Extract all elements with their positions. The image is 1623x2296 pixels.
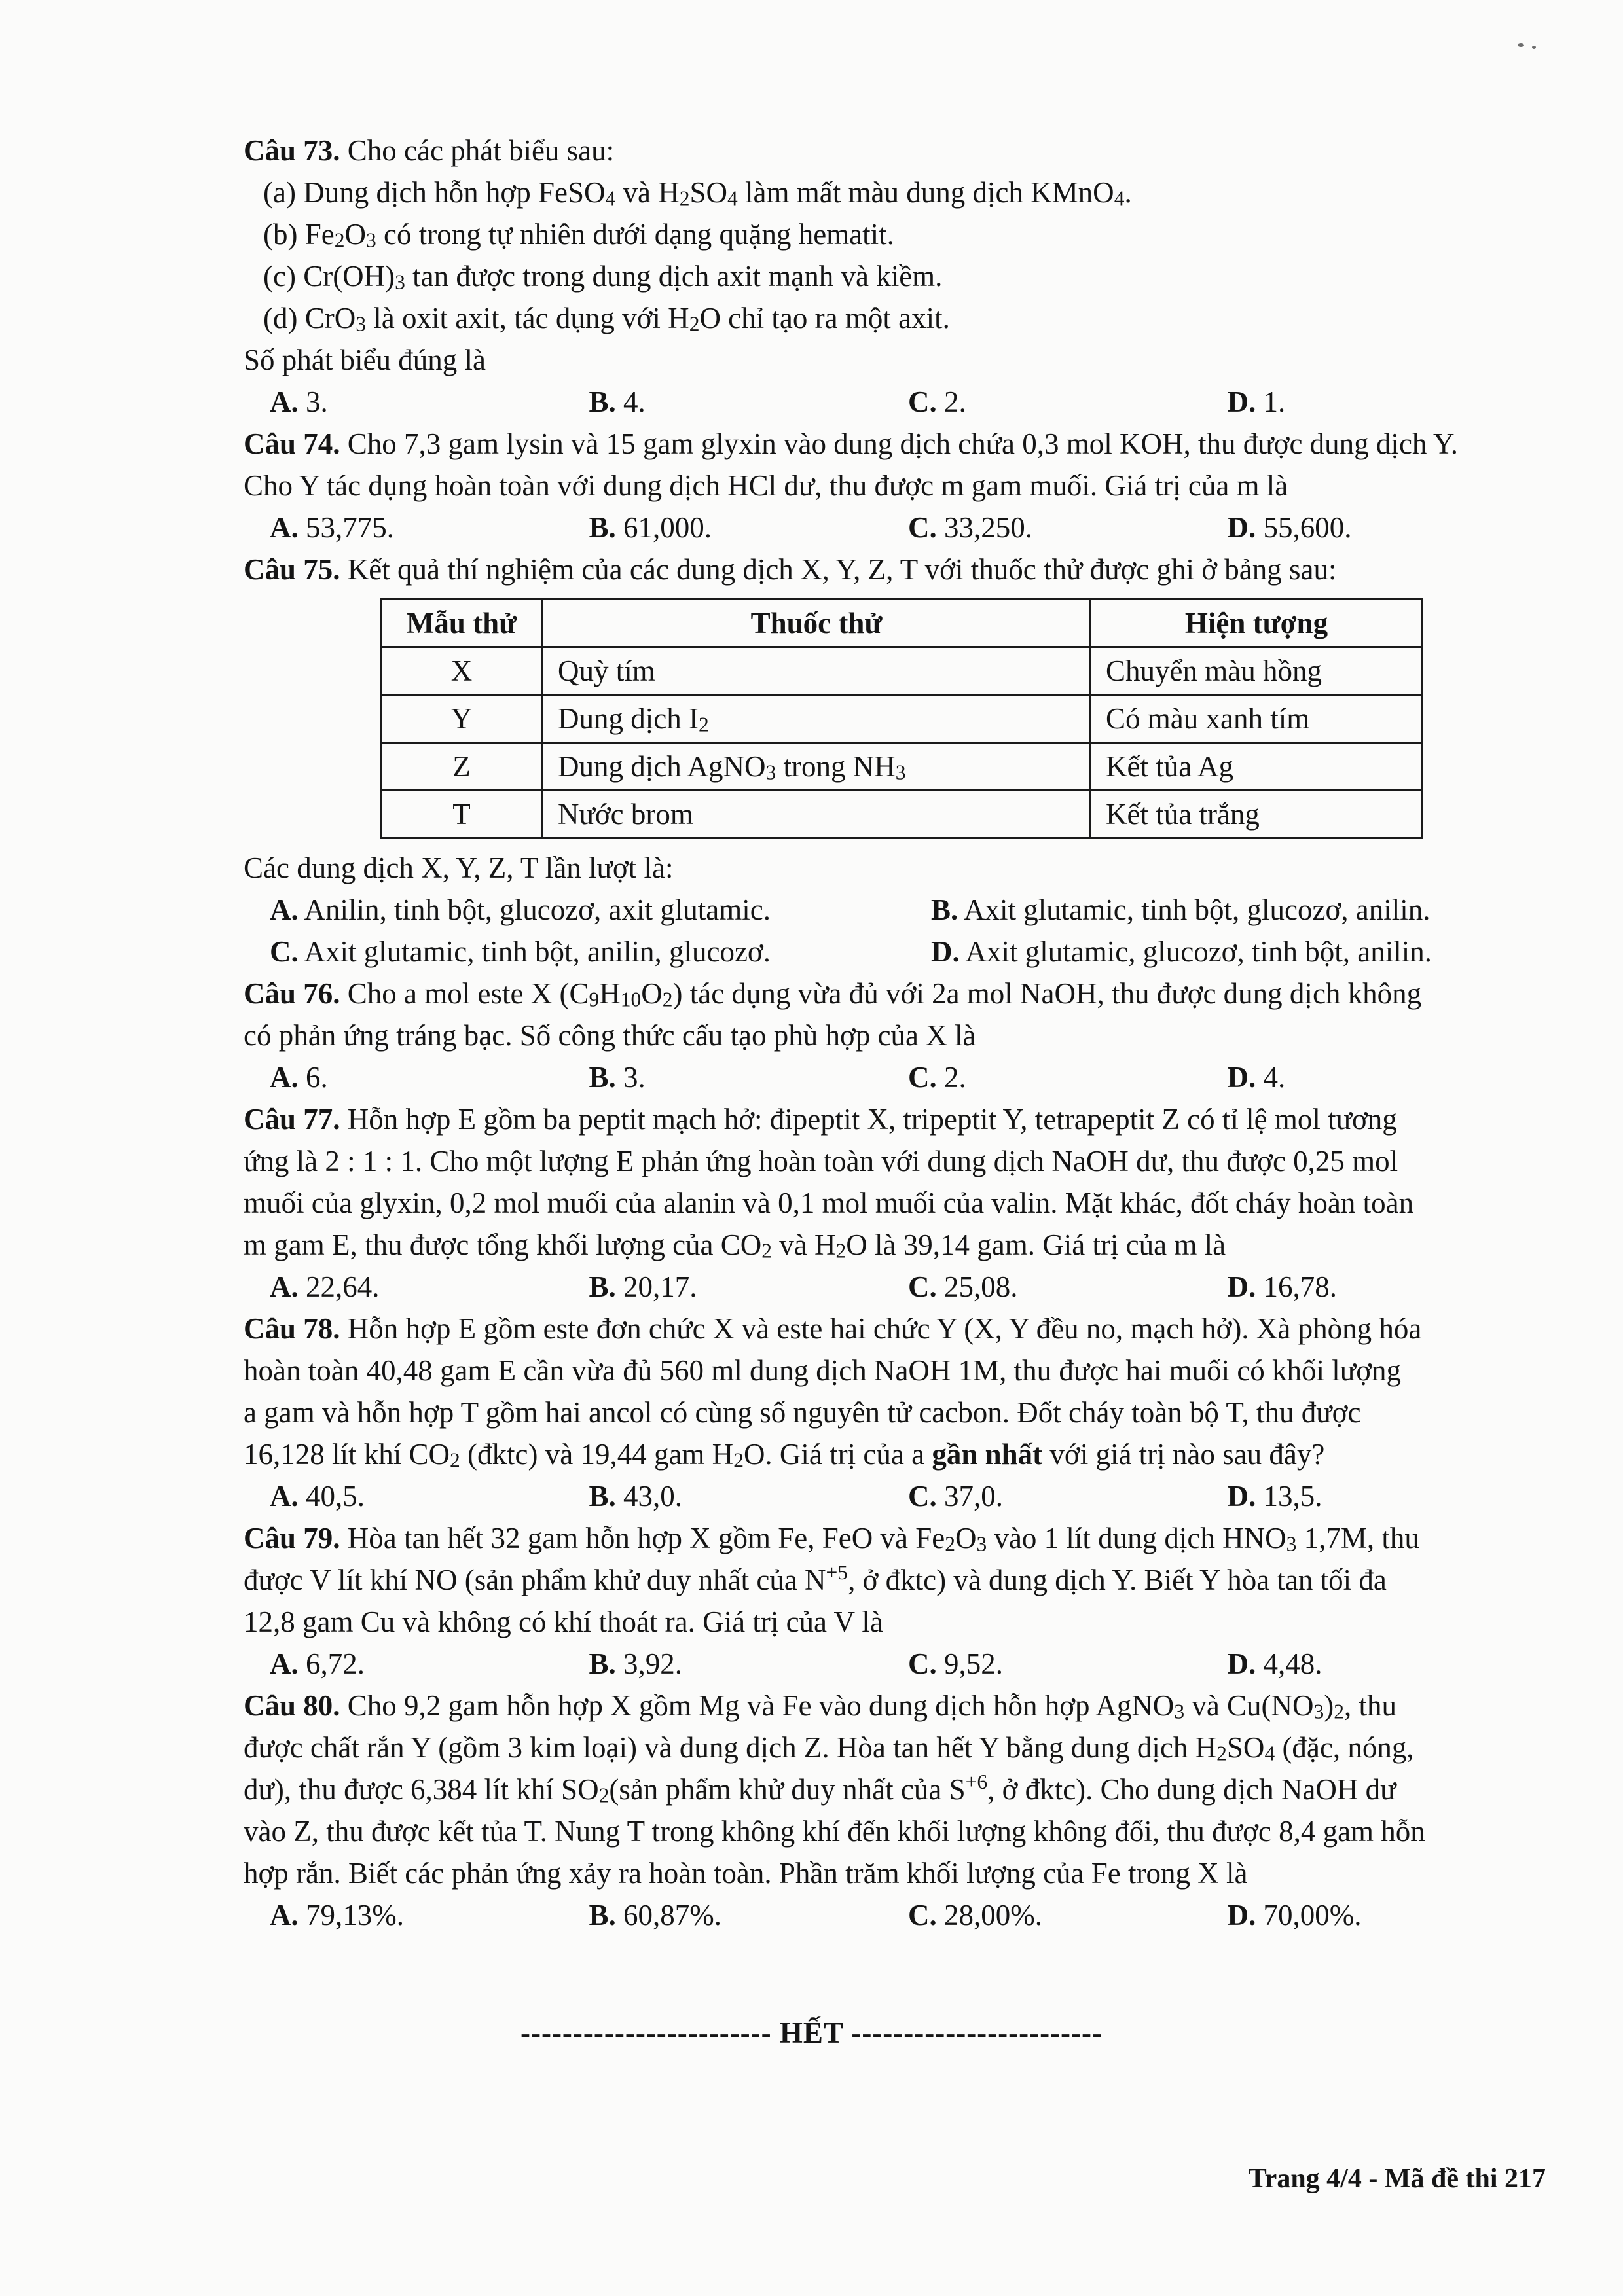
option-b[interactable]: B. 20,17. bbox=[589, 1270, 697, 1303]
question-prompt: Số phát biểu đúng là bbox=[244, 344, 486, 376]
option-c[interactable]: C. 33,250. bbox=[908, 511, 1032, 544]
option-b[interactable]: B. 60,87%. bbox=[589, 1899, 722, 1931]
option-d[interactable]: D. 55,600. bbox=[1227, 511, 1352, 544]
option-c[interactable]: C. Axit glutamic, tinh bột, anilin, glucozơ. bbox=[270, 935, 771, 968]
option-b[interactable]: B. 3. bbox=[589, 1061, 646, 1094]
option-a[interactable]: A. 6. bbox=[270, 1061, 328, 1094]
question-text: 12,8 gam Cu và không có khí thoát ra. Giá trị của V là bbox=[244, 1605, 883, 1638]
question-text: a gam và hỗn hợp T gồm hai ancol có cùng số nguyên tử cacbon. Đốt cháy toàn bộ T, thu được bbox=[244, 1396, 1361, 1429]
reagent-cell: Quỳ tím bbox=[543, 647, 1091, 695]
table-row bbox=[381, 743, 1423, 791]
answer-options bbox=[244, 507, 1546, 548]
question-label: Câu 73. bbox=[244, 134, 340, 167]
question-78 bbox=[244, 1308, 1546, 1517]
option-b[interactable]: B. Axit glutamic, tinh bột, glucozơ, anilin. bbox=[931, 893, 1431, 926]
option-c[interactable]: C. 25,08. bbox=[908, 1270, 1018, 1303]
answer-options bbox=[244, 889, 1546, 973]
question-label: Câu 74. bbox=[244, 427, 340, 460]
option-a[interactable]: A. 40,5. bbox=[270, 1480, 365, 1513]
question-text: Hòa tan hết 32 gam hỗn hợp X gồm Fe, FeO và $Fe_2O_3$ vào 1 lít dung dịch $HNO_3$ 1,7M, thu bbox=[347, 1522, 1419, 1556]
question-text: được chất rắn Y (gồm 3 kim loại) và dung dịch Z. Hòa tan hết Y bằng dung dịch $H_2SO_4$ (đặc, nóng, bbox=[244, 1731, 1414, 1765]
answer-options bbox=[244, 1894, 1546, 1936]
question-75 bbox=[244, 548, 1546, 973]
question-text: Cho các phát biểu sau: bbox=[347, 134, 615, 167]
option-d[interactable]: D. 4. bbox=[1227, 1061, 1286, 1094]
question-77 bbox=[244, 1098, 1546, 1308]
question-74 bbox=[244, 423, 1546, 548]
scan-speck bbox=[1532, 46, 1536, 49]
result-cell: Chuyển màu hồng bbox=[1091, 647, 1423, 695]
table-header: Thuốc thử bbox=[543, 600, 1091, 647]
table-header: Hiện tượng bbox=[1091, 600, 1423, 647]
page-footer: Trang 4/4 - Mã đề thi 217 bbox=[1248, 2164, 1546, 2194]
reagent-cell: Nước brom bbox=[543, 791, 1091, 838]
question-text: Cho 7,3 gam lysin và 15 gam glyxin vào dung dịch chứa 0,3 mol KOH, thu được dung dịch Y. bbox=[347, 427, 1458, 460]
option-c[interactable]: C. 9,52. bbox=[908, 1647, 1003, 1680]
option-a[interactable]: A. 53,775. bbox=[270, 511, 394, 544]
table-header-row bbox=[381, 600, 1423, 647]
sample-cell: Y bbox=[381, 695, 543, 743]
option-a[interactable]: A. Anilin, tinh bột, glucozơ, axit glutamic. bbox=[270, 893, 771, 926]
option-c[interactable]: C. 2. bbox=[908, 1061, 966, 1094]
question-text: ứng là 2 : 1 : 1. Cho một lượng E phản ứng hoàn toàn với dung dịch NaOH dư, thu được 0,25 mol bbox=[244, 1145, 1398, 1177]
question-prompt: Các dung dịch X, Y, Z, T lần lượt là: bbox=[244, 852, 674, 884]
reagent-cell: Dung dịch $I_2$ bbox=[543, 695, 1091, 743]
option-a[interactable]: A. 6,72. bbox=[270, 1647, 365, 1680]
statement-c: (c) $Cr(OH)_3$ tan được trong dung dịch axit mạnh và kiềm. bbox=[263, 260, 943, 294]
result-cell: Có màu xanh tím bbox=[1091, 695, 1423, 743]
question-text: hợp rắn. Biết các phản ứng xảy ra hoàn toàn. Phần trăm khối lượng của Fe trong X là bbox=[244, 1857, 1248, 1890]
question-label: Câu 79. bbox=[244, 1522, 340, 1554]
question-text: m gam E, thu được tổng khối lượng của $CO_2$ và $H_2O$ là 39,14 gam. Giá trị của m là bbox=[244, 1229, 1226, 1263]
question-text: có phản ứng tráng bạc. Số công thức cấu tạo phù hợp của X là bbox=[244, 1019, 976, 1052]
statement-b: (b) $Fe_2O_3$ có trong tự nhiên dưới dạng quặng hematit. bbox=[263, 218, 894, 252]
option-d[interactable]: D. 4,48. bbox=[1227, 1647, 1322, 1680]
result-cell: Kết tủa Ag bbox=[1091, 743, 1423, 791]
answer-options bbox=[244, 1266, 1546, 1308]
answer-options bbox=[244, 1056, 1546, 1098]
option-d[interactable]: D. 13,5. bbox=[1227, 1480, 1322, 1513]
result-cell: Kết tủa trắng bbox=[1091, 791, 1423, 838]
sample-cell: X bbox=[381, 647, 543, 695]
table-row bbox=[381, 695, 1423, 743]
question-text: vào Z, thu được kết tủa T. Nung T trong không khí đến khối lượng không đổi, thu được 8,4 gam hỗn bbox=[244, 1815, 1425, 1848]
reagent-cell: Dung dịch AgNO$_3$ trong $NH_3$ bbox=[543, 743, 1091, 791]
question-label: Câu 78. bbox=[244, 1312, 340, 1345]
option-b[interactable]: B. 43,0. bbox=[589, 1480, 683, 1513]
end-marker: ------------------------ HẾT ------------------------ bbox=[520, 2017, 1103, 2049]
question-text: dư), thu được 6,384 lít khí $SO_2(sản$ phẩm khử duy nhất của $S^{+6}$, ở đktc). Cho dung dịch NaOH dư bbox=[244, 1770, 1396, 1807]
question-label: Câu 76. bbox=[244, 977, 340, 1010]
option-c[interactable]: C. 37,0. bbox=[908, 1480, 1003, 1513]
exam-content bbox=[244, 130, 1546, 1936]
question-73 bbox=[244, 130, 1546, 423]
option-a[interactable]: A. 79,13%. bbox=[270, 1899, 404, 1931]
sample-cell: T bbox=[381, 791, 543, 838]
option-c[interactable]: C. 2. bbox=[908, 386, 966, 418]
answer-options bbox=[244, 1475, 1546, 1517]
question-label: Câu 75. bbox=[244, 553, 340, 586]
question-text: Cho Y tác dụng hoàn toàn với dung dịch HCl dư, thu được m gam muối. Giá trị của m là bbox=[244, 469, 1288, 502]
table-row bbox=[381, 791, 1423, 838]
option-d[interactable]: D. 16,78. bbox=[1227, 1270, 1337, 1303]
option-d[interactable]: D. Axit glutamic, glucozơ, tinh bột, anilin. bbox=[931, 935, 1432, 968]
answer-options bbox=[244, 381, 1546, 423]
option-a[interactable]: A. 22,64. bbox=[270, 1270, 380, 1303]
scan-speck bbox=[1518, 43, 1524, 47]
option-b[interactable]: B. 3,92. bbox=[589, 1647, 683, 1680]
question-label: Câu 77. bbox=[244, 1103, 340, 1136]
question-text: được V lít khí NO (sản phẩm khử duy nhất của $N^{+5}$, ở đktc) và dung dịch Y. Biết Y hòa tan tối đa bbox=[244, 1561, 1387, 1596]
question-text: 16,128 lít khí $CO_2$ (đktc) và 19,44 gam $H_2O$. Giá trị của a gần nhất với giá trị nào sau đây? bbox=[244, 1438, 1325, 1472]
option-b[interactable]: B. 4. bbox=[589, 386, 646, 418]
table-header: Mẫu thử bbox=[381, 600, 543, 647]
question-label: Câu 80. bbox=[244, 1689, 340, 1722]
question-text: Hỗn hợp E gồm este đơn chức X và este hai chức Y (X, Y đều no, mạch hở). Xà phòng hóa bbox=[347, 1312, 1422, 1345]
question-text: muối của glyxin, 0,2 mol muối của alanin và 0,1 mol muối của valin. Mặt khác, đốt cháy hoàn toàn bbox=[244, 1187, 1414, 1219]
question-text: Hỗn hợp E gồm ba peptit mạch hở: đipeptit X, tripeptit Y, tetrapeptit Z có tỉ lệ mol tương bbox=[347, 1103, 1397, 1136]
question-text: Cho a mol este X $(C_9H_{10}O_2)$ tác dụng vừa đủ với 2a mol NaOH, thu được dung dịch không bbox=[347, 977, 1422, 1011]
question-text: hoàn toàn 40,48 gam E cần vừa đủ 560 ml dung dịch NaOH 1M, thu được hai muối có khối lượng bbox=[244, 1354, 1401, 1387]
option-b[interactable]: B. 61,000. bbox=[589, 511, 712, 544]
statement-a: (a) Dung dịch hỗn hợp FeSO$_4$ và $H_2SO_4$ làm mất màu dung dịch KMnO$_4$. bbox=[263, 176, 1132, 210]
answer-options bbox=[244, 1643, 1546, 1685]
option-d[interactable]: D. 70,00%. bbox=[1227, 1899, 1362, 1931]
question-76 bbox=[244, 973, 1546, 1098]
option-a[interactable]: A. 3. bbox=[270, 386, 328, 418]
statement-d: (d) CrO$_3$ là oxit axit, tác dụng với $H_2O$ chỉ tạo ra một axit. bbox=[263, 302, 950, 336]
question-79 bbox=[244, 1517, 1546, 1685]
results-table bbox=[380, 598, 1423, 839]
question-text: Cho 9,2 gam hỗn hợp X gồm Mg và Fe vào dung dịch hỗn hợp AgNO$_3$ và $Cu(NO_3)_2$, thu bbox=[347, 1689, 1397, 1723]
table-row bbox=[381, 647, 1423, 695]
question-text: Kết quả thí nghiệm của các dung dịch X, Y, Z, T với thuốc thử được ghi ở bảng sau: bbox=[347, 553, 1337, 586]
option-d[interactable]: D. 1. bbox=[1227, 386, 1286, 418]
sample-cell: Z bbox=[381, 743, 543, 791]
option-c[interactable]: C. 28,00%. bbox=[908, 1899, 1042, 1931]
question-80 bbox=[244, 1685, 1546, 1936]
